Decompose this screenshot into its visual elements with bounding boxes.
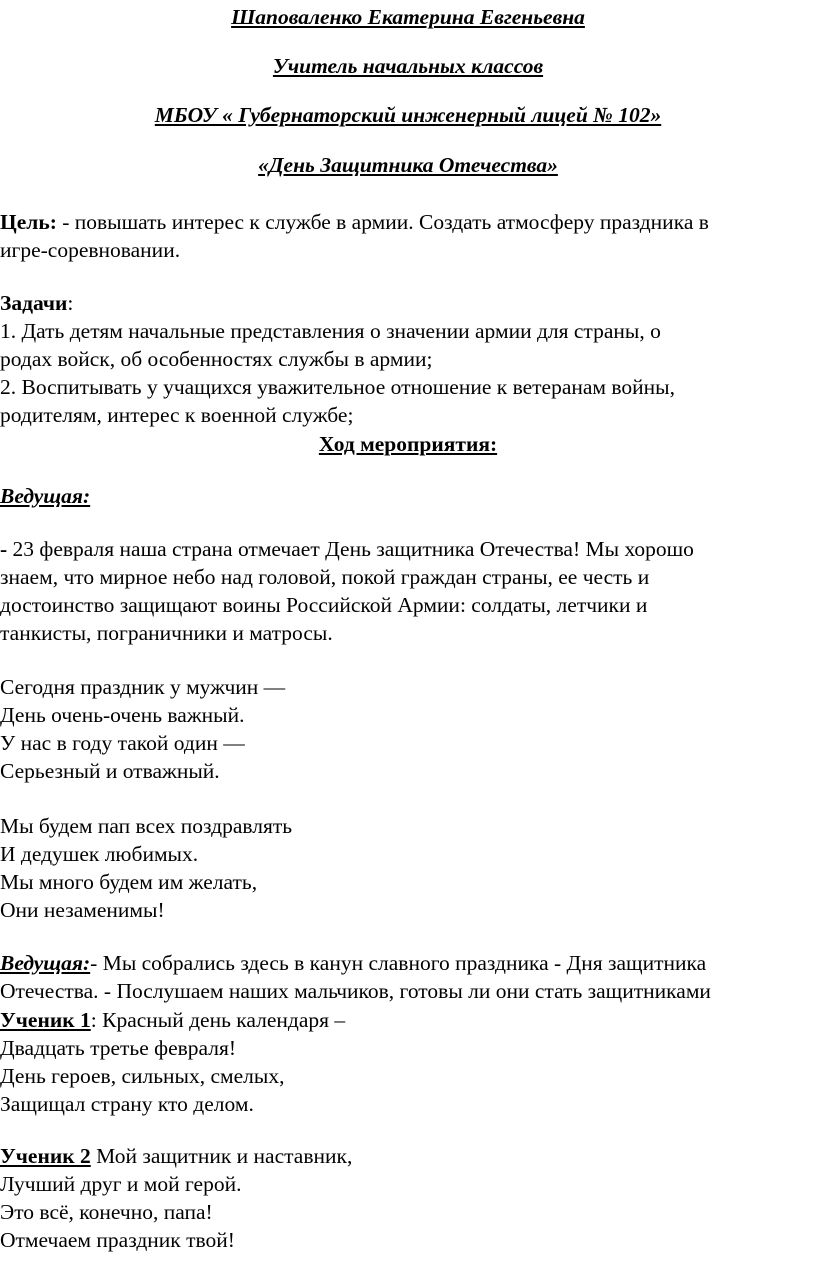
poem-1-line-2: День очень-очень важный.	[0, 703, 245, 727]
poem-2-line-3: Мы много будем им желать,	[0, 870, 258, 894]
author-position: Учитель начальных классов	[272, 54, 544, 78]
student-1-line-3: День героев, сильных, смелых,	[0, 1064, 285, 1088]
student-1-text-1: Красный день календаря –	[96, 1008, 346, 1032]
host-2-line-1	[0, 949, 816, 977]
task-1-line-2: родах войск, об особенностях службы в армии;	[0, 347, 433, 371]
task-2-line-2: родителям, интерес к военной службе;	[0, 403, 354, 427]
student-2-line-1	[0, 1142, 816, 1170]
student-2-label: Ученик 2	[0, 1144, 91, 1168]
tasks-label: Задачи	[0, 291, 68, 315]
host-label-1	[0, 482, 816, 510]
tasks-colon: :	[67, 291, 74, 315]
school-name: МБОУ « Губернаторский инженерный лицей № 102»	[154, 103, 662, 127]
task-2-line-1: 2. Воспитывать у учащихся уважительное отношение к ветеранам войны,	[0, 375, 675, 399]
student-1-colon: :	[90, 1008, 97, 1032]
poem-2-line-4: Они незаменимы!	[0, 898, 165, 922]
tasks-heading	[0, 289, 816, 317]
goal-text-2: игре-соревновании.	[0, 238, 181, 262]
student-1-line-1	[0, 1006, 816, 1034]
intro-dash: -	[0, 537, 8, 561]
host-2-line-2: Отечества. - Послушаем наших мальчиков, готовы ли они стать защитниками	[0, 979, 711, 1003]
intro-line-4: танкисты, пограничники и матросы.	[0, 621, 333, 645]
poem-1-line-3: У нас в году такой один —	[0, 731, 245, 755]
host-label-1-text: Ведущая:	[0, 484, 91, 508]
poem-2-line-1: Мы будем пап всех поздравлять	[0, 814, 293, 838]
event-title: «День Защитника Отечества»	[258, 153, 558, 177]
task-1-line-1: 1. Дать детям начальные представления о значении армии для страны, о	[0, 319, 661, 343]
course-heading-text: Ход мероприятия:	[318, 432, 498, 456]
poem-2-line-2: И дедушек любимых.	[0, 842, 199, 866]
student-1-line-2: Двадцать третье февраля!	[0, 1036, 237, 1060]
student-1-line-4: Защищал страну кто делом.	[0, 1092, 254, 1116]
student-2-line-2: Лучший друг и мой герой.	[0, 1172, 242, 1196]
intro-text-1: 23 февраля наша страна отмечает День защитника Отечества! Мы хорошо	[7, 537, 694, 561]
intro-line-3: достоинство защищают воины Российской Армии: солдаты, летчики и	[0, 593, 648, 617]
host-label-2: Ведущая:	[0, 951, 91, 975]
intro-line-2: знаем, что мирное небо над головой, покой граждан страны, ее честь и	[0, 565, 650, 589]
student-2-line-4: Отмечаем праздник твой!	[0, 1228, 235, 1252]
author-name: Шаповаленко Екатерина Евгеньевна	[231, 5, 585, 29]
goal-label: Цель:	[0, 210, 57, 234]
student-2-line-3: Это всё, конечно, папа!	[0, 1200, 213, 1224]
poem-1-line-4: Серьезный и отважный.	[0, 759, 220, 783]
course-heading	[0, 430, 816, 458]
intro-line-1	[0, 535, 816, 563]
student-2-text-1: Мой защитник и наставник,	[90, 1144, 353, 1168]
goal-text-1: - повышать интерес к службе в армии. Создать атмосферу праздника в	[56, 210, 709, 234]
poem-1-line-1: Сегодня праздник у мужчин —	[0, 675, 286, 699]
host-2-text-1: - Мы собрались здесь в канун славного праздника - Дня защитника	[90, 951, 707, 975]
student-1-label: Ученик 1	[0, 1008, 91, 1032]
goal-line-1	[0, 208, 816, 236]
